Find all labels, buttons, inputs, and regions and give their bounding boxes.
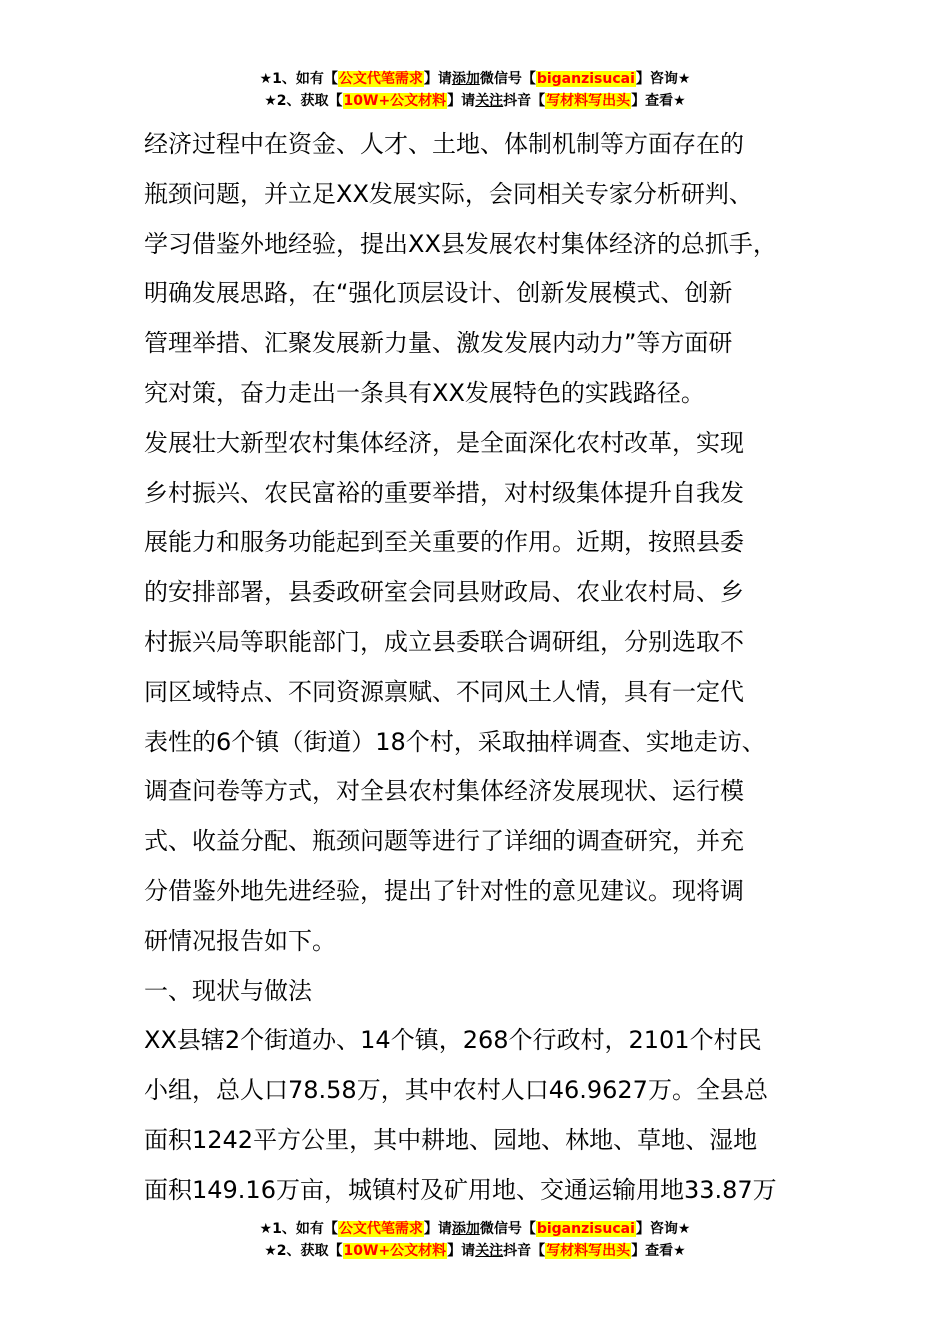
body-line: 的安排部署，县委政研室会同县财政局、农业农村局、乡 — [144, 578, 744, 607]
banner-highlight: biganzisucai — [536, 1221, 635, 1237]
body-line: 瓶颈问题，并立足XX发展实际，会同相关专家分析研判、 — [144, 179, 753, 208]
banner-text: ★2、获取【 — [264, 1243, 343, 1259]
body-line: 发展壮大新型农村集体经济，是全面深化农村改革，实现 — [144, 428, 744, 457]
body-line: XX县辖2个街道办、14个镇，268个行政村，2101个村民 — [144, 1026, 762, 1055]
body-line: 式、收益分配、瓶颈问题等进行了详细的调查研究，并充 — [144, 827, 744, 856]
banner-highlight: biganzisucai — [536, 71, 635, 87]
body-line: 表性的6个镇（街道）18个村，采取抽样调查、实地走访、 — [144, 727, 766, 756]
banner-text: 】请 — [447, 93, 476, 109]
banner-highlight: 写材料写出头 — [546, 93, 631, 109]
body-line: 小组，总人口78.58万，其中农村人口46.9627万。全县总 — [144, 1076, 768, 1105]
banner-line-1 — [0, 1218, 950, 1240]
section-heading: 一、现状与做法 — [144, 976, 312, 1005]
body-line: 学习借鉴外地经验，提出XX县发展农村集体经济的总抓手， — [144, 229, 777, 258]
banner-text: ★1、如有【 — [259, 71, 338, 87]
body-line: 乡村振兴、农民富裕的重要举措，对村级集体提升自我发 — [144, 478, 744, 507]
banner-text: 】查看★ — [631, 93, 686, 109]
body-line: 研情况报告如下。 — [144, 926, 336, 955]
banner-text: 】请 — [423, 1221, 452, 1237]
body-line: 分借鉴外地先进经验，提出了针对性的意见建议。现将调 — [144, 876, 744, 905]
banner-text: ★2、获取【 — [264, 93, 343, 109]
body-line: 究对策，奋力走出一条具有XX发展特色的实践路径。 — [144, 378, 705, 407]
footer-banner — [0, 1218, 950, 1262]
banner-highlight: 公文代笔需求 — [338, 1221, 423, 1237]
banner-line-2 — [0, 1240, 950, 1262]
banner-text: 微信号【 — [479, 1221, 536, 1237]
banner-text: 】请 — [423, 71, 452, 87]
banner-text: 】查看★ — [631, 1243, 686, 1259]
header-banner — [0, 68, 950, 112]
banner-underlined-text: 关注 — [475, 93, 504, 109]
banner-line-1 — [0, 68, 950, 90]
banner-underlined-text: 关注 — [475, 1243, 504, 1259]
body-line: 村振兴局等职能部门，成立县委联合调研组，分别选取不 — [144, 627, 744, 656]
document-body — [144, 120, 816, 1216]
banner-highlight: 公文代笔需求 — [338, 71, 423, 87]
body-line: 同区域特点、不同资源禀赋、不同风土人情，具有一定代 — [144, 677, 744, 706]
body-line: 面积149.16万亩，城镇村及矿用地、交通运输用地33.87万 — [144, 1175, 777, 1204]
banner-underlined-text: 添加 — [451, 1221, 480, 1237]
banner-highlight: 10W+公文材料 — [343, 93, 447, 109]
banner-text: 】咨询★ — [635, 1221, 691, 1237]
banner-text: 】请 — [447, 1243, 476, 1259]
banner-highlight: 写材料写出头 — [546, 1243, 631, 1259]
banner-text: 抖音【 — [503, 93, 546, 109]
body-line: 面积1242平方公里，其中耕地、园地、林地、草地、湿地 — [144, 1125, 758, 1154]
banner-text: ★1、如有【 — [259, 1221, 338, 1237]
banner-text: 抖音【 — [503, 1243, 546, 1259]
body-line: 明确发展思路，在“强化顶层设计、创新发展模式、创新 — [144, 279, 733, 308]
banner-underlined-text: 添加 — [451, 71, 480, 87]
banner-text: 微信号【 — [479, 71, 536, 87]
body-line: 经济过程中在资金、人才、土地、体制机制等方面存在的 — [144, 130, 744, 158]
body-line: 展能力和服务功能起到至关重要的作用。近期，按照县委 — [144, 528, 744, 557]
body-line: 调查问卷等方式，对全县农村集体经济发展现状、运行模 — [144, 777, 744, 806]
banner-line-2 — [0, 90, 950, 112]
banner-text: 】咨询★ — [635, 71, 691, 87]
banner-highlight: 10W+公文材料 — [343, 1243, 447, 1259]
body-line: 管理举措、汇聚发展新力量、激发发展内动力”等方面研 — [144, 329, 733, 358]
